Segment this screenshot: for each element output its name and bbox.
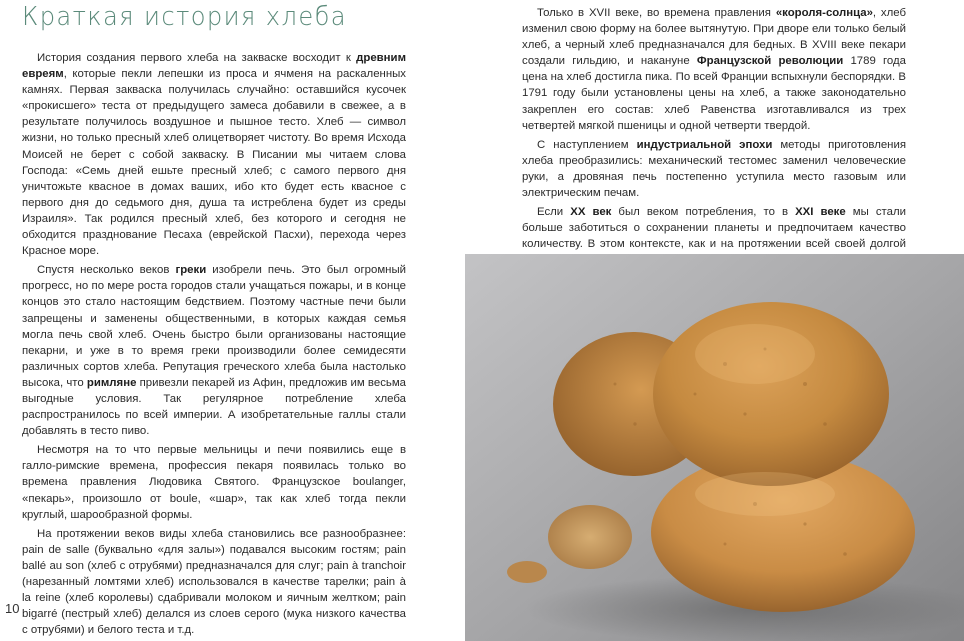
bold-phrase: «короля-солнца»: [775, 7, 873, 19]
text-run: , хлеб изменил свою форму на более вытянутую. При дворе ели только белый хлеб, а черный хлеб предназначался для бедных. В XVIII веке пекари создали гильдию, и накануне: [522, 7, 906, 68]
page-title: Краткая история хлеба: [22, 2, 348, 32]
paragraph: [22, 526, 406, 639]
bold-phrase: римляне: [86, 376, 137, 389]
bread-crumb-small: [507, 561, 547, 583]
bold-phrase: XXI веке: [795, 206, 846, 219]
bold-phrase: индустриальной эпохи: [636, 138, 773, 151]
right-text-column: [522, 5, 906, 288]
text-run: изобрели печь. Это был огромный прогресс, но по мере роста городов стали учащаться пожары, и в конце концов это стало настоящим бедствием. Поэтому частные печи были запрещены и заменены общественными, в которых каждая семья могла печь свой хлеб. Очень быстро были организованы настоящие пекарни, и уже в то время греки производили более семидесяти различных сортов хлеба. Репутация греческого хлеба была настолько высока, что: [22, 264, 406, 389]
paragraph: [22, 50, 406, 259]
text-run: , которые пекли лепешки из проса и ячменя на раскаленных камнях. Первая закваска получилась случайно: оставшийся кусочек «прокисшего» теста от предыдущего замеса добавили в свежее, а в результате получилось воздушное и пышное тесто. Хлеб — символ жизни, но только пресный хлеб олицетворяет чистоту. Во время Исхода Моисей не берет с собой закваску. В Писании мы читаем слова Господа: «Семь дней ешьте пресный хлеб; с самого первого дня уничтожьте квасное в домах ваших, ибо кто будет есть квасное с первого дня до седьмого дня, душа та истреблена будет из среды Израиля». Так родился пресный хлеб, без которого и сегодня не обходится празднование Песаха (еврейской Пасхи), перехода через Красное море.: [22, 68, 406, 258]
paragraph: [522, 5, 906, 134]
bold-phrase: древним евреям: [22, 52, 406, 81]
text-run: мы стали больше заботиться о сохранении планеты и предпочитаем качество количеству. В этом контексте, как и на протяжении всей своей долгой: [522, 206, 906, 251]
left-text-column: [22, 50, 406, 641]
text-run: Если: [537, 206, 571, 219]
paragraph: [22, 442, 406, 522]
text-run: Несмотря на то что первые мельницы и печи появились еще в галло-римские времена, профессия пекаря появилась только во времена правления Людовика Святого. Французское boulanger, «пекарь», произошло от boule, «шар», так как хлеб тогда пекли круглый, шарообразной формы.: [22, 444, 406, 521]
bold-phrase: Французской революции: [696, 55, 844, 68]
paragraph: [522, 137, 906, 201]
bread-crumb-large: [548, 505, 632, 569]
bold-phrase: греки: [175, 264, 207, 277]
text-run: привезли пекарей из Афин, предложив им весьма выгодные условия. Так регулярное потребление хлеба распространилось по всей империи. А изобретательные галлы стали добавлять в тесто пиво.: [22, 376, 406, 438]
text-run: Спустя несколько веков: [37, 264, 176, 277]
text-run: На протяжении веков виды хлеба становились все разнообразнее: pain de salle (буквально «для залы») подавался высоким гостям; pain ballé au son (хлеб с отрубями) предназначался для слуг; pain à tranchoir (нарезанный ломтями хлеб) использовался в качестве тарелки; pain à la reine (хлеб королевы) сдабривали молоком и яичным желтком; pain bigarré (пестрый хлеб) делался из слоев серого (мука низкого качества с отрубями) и белого теста и т.д.: [22, 527, 406, 637]
paragraph: [22, 262, 406, 439]
bread-photo-illustration: [465, 254, 964, 641]
text-run: С наступлением: [537, 138, 637, 151]
page-number: 10: [5, 601, 20, 616]
text-run: методы приготовления хлеба преобразились: механический тестомес заменил человеческие руки, а дровяная печь постепенно уступила место газовым или электрическим печам.: [522, 138, 907, 200]
bread-rolls-photo: [465, 254, 964, 641]
text-run: 1789 года цена на хлеб достигла пика. По всей Франции вспыхнули беспорядки. В 1791 году были установлены цены на хлеб, а также законодательно закреплен его состав: хлеб Равенства изготавливался из трех четвертей мягкой пшеницы и одной четверти твердой.: [522, 55, 907, 132]
bold-phrase: XX век: [570, 206, 612, 219]
text-run: История создания первого хлеба на закваске восходит к: [37, 52, 357, 64]
text-run: Только в XVII веке, во времена правления: [537, 7, 776, 19]
text-run: был веком потребления, то в: [611, 206, 796, 219]
